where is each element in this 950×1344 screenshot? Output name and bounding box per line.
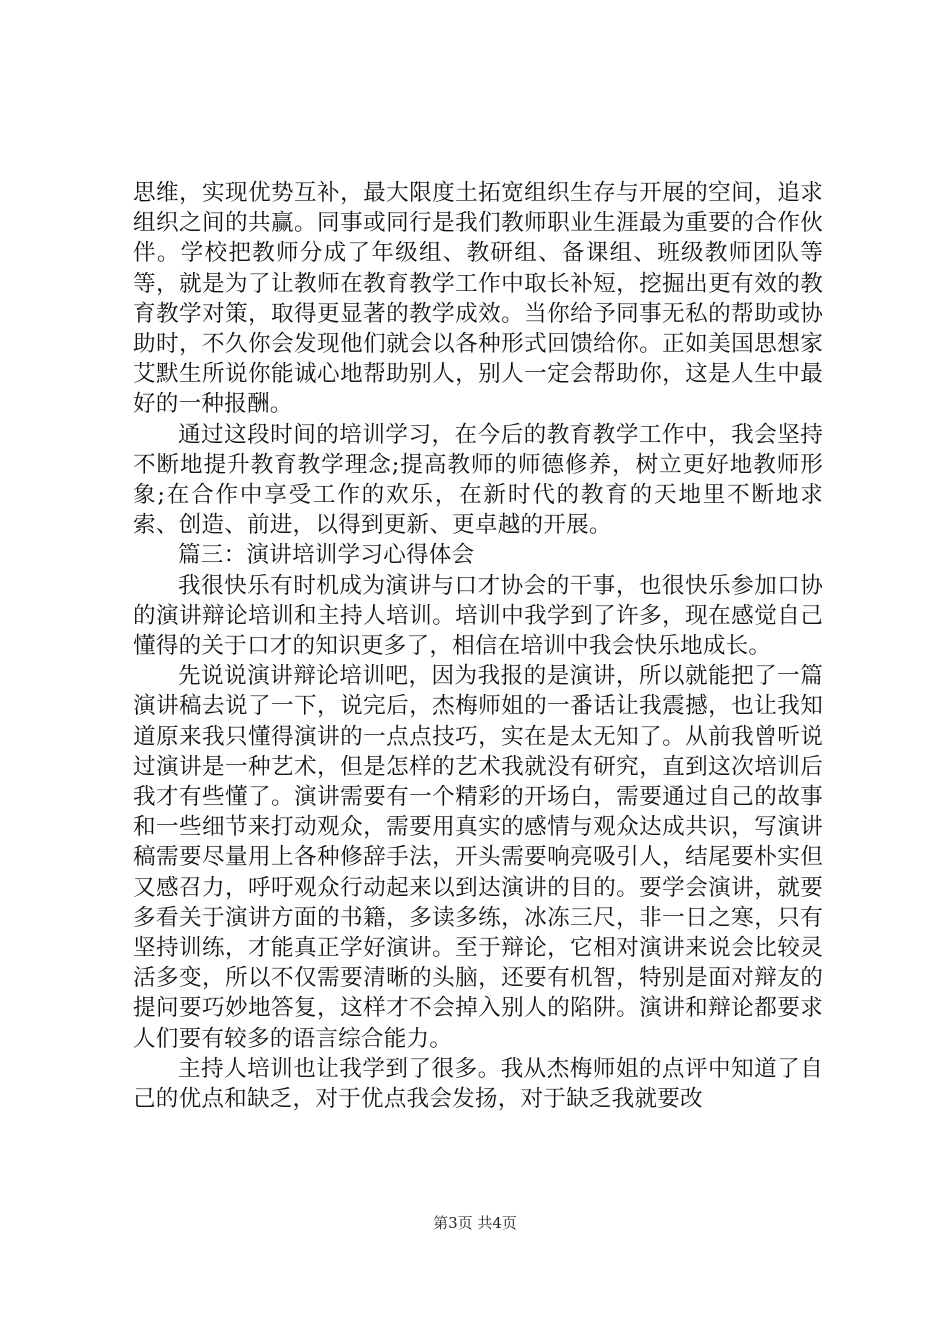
document-body (133, 178, 823, 1114)
paragraph-speech-debate: 先说说演讲辩论培训吧，因为我报的是演讲，所以就能把了一篇演讲稿去说了一下，说完后，杰梅师姐的一番话让我震撼，也让我知道原来我只懂得演讲的一点点技巧，实在是太无知了。从前我曾听说过演讲是一种艺术，但是怎样的艺术我就没有研究，直到这次培训后我才有些懂了。演讲需要有一个精彩的开场白，需要通过自己的故事和一些细节来打动观众，需要用真实的感情与观众达成共识，写演讲稿需要尽量用上各种修辞手法，开头需要响亮吸引人，结尾要朴实但又感召力，呼吁观众行动起来以到达演讲的目的。要学会演讲，就要多看关于演讲方面的书籍，多读多练，冰冻三尺，非一日之寒，只有坚持训练，才能真正学好演讲。至于辩论，它相对演讲来说会比较灵活多变，所以不仅需要清晰的头脑，还要有机智，特别是面对辩友的提问要巧妙地答复，这样才不会掉入别人的陷阱。演讲和辩论都要求人们要有较多的语言综合能力。 (133, 663, 823, 1052)
paragraph-introduction: 我很快乐有时机成为演讲与口才协会的干事，也很快乐参加口协的演讲辩论培训和主持人培训。培训中我学到了许多，现在感觉自己懂得的关于口才的知识更多了，相信在培训中我会快乐地成长。 (133, 572, 823, 660)
section-heading: 篇三：演讲培训学习心得体会 (178, 542, 475, 569)
paragraph-host-training: 主持人培训也让我学到了很多。我从杰梅师姐的点评中知道了自己的优点和缺乏，对于优点我会发扬，对于缺乏我就要改 (133, 1055, 823, 1113)
paragraph-continuation: 思维，实现优势互补，最大限度土拓宽组织生存与开展的空间，追求组织之间的共赢。同事或同行是我们教师职业生涯最为重要的合作伙伴。学校把教师分成了年级组、教研组、备课组、班级教师团队等等，就是为了让教师在教育教学工作中取长补短，挖掘出更有效的教育教学对策，取得更显著的教学成效。当你给予同事无私的帮助或协助时，不久你会发现他们就会以各种形式回馈给你。正如美国思想家艾默生所说你能诚心地帮助别人，别人一定会帮助你，这是人生中最好的一种报酬。 (133, 180, 823, 418)
page-footer: 第3页 共4页 (433, 1214, 517, 1232)
paragraph-training-summary: 通过这段时间的培训学习，在今后的教育教学工作中，我会坚持不断地提升教育教学理念;提高教师的师德修养，树立更好地教师形象;在合作中享受工作的欢乐，在新时代的教育的天地里不断地求索、创造、前进，以得到更新、更卓越的开展。 (133, 421, 823, 539)
